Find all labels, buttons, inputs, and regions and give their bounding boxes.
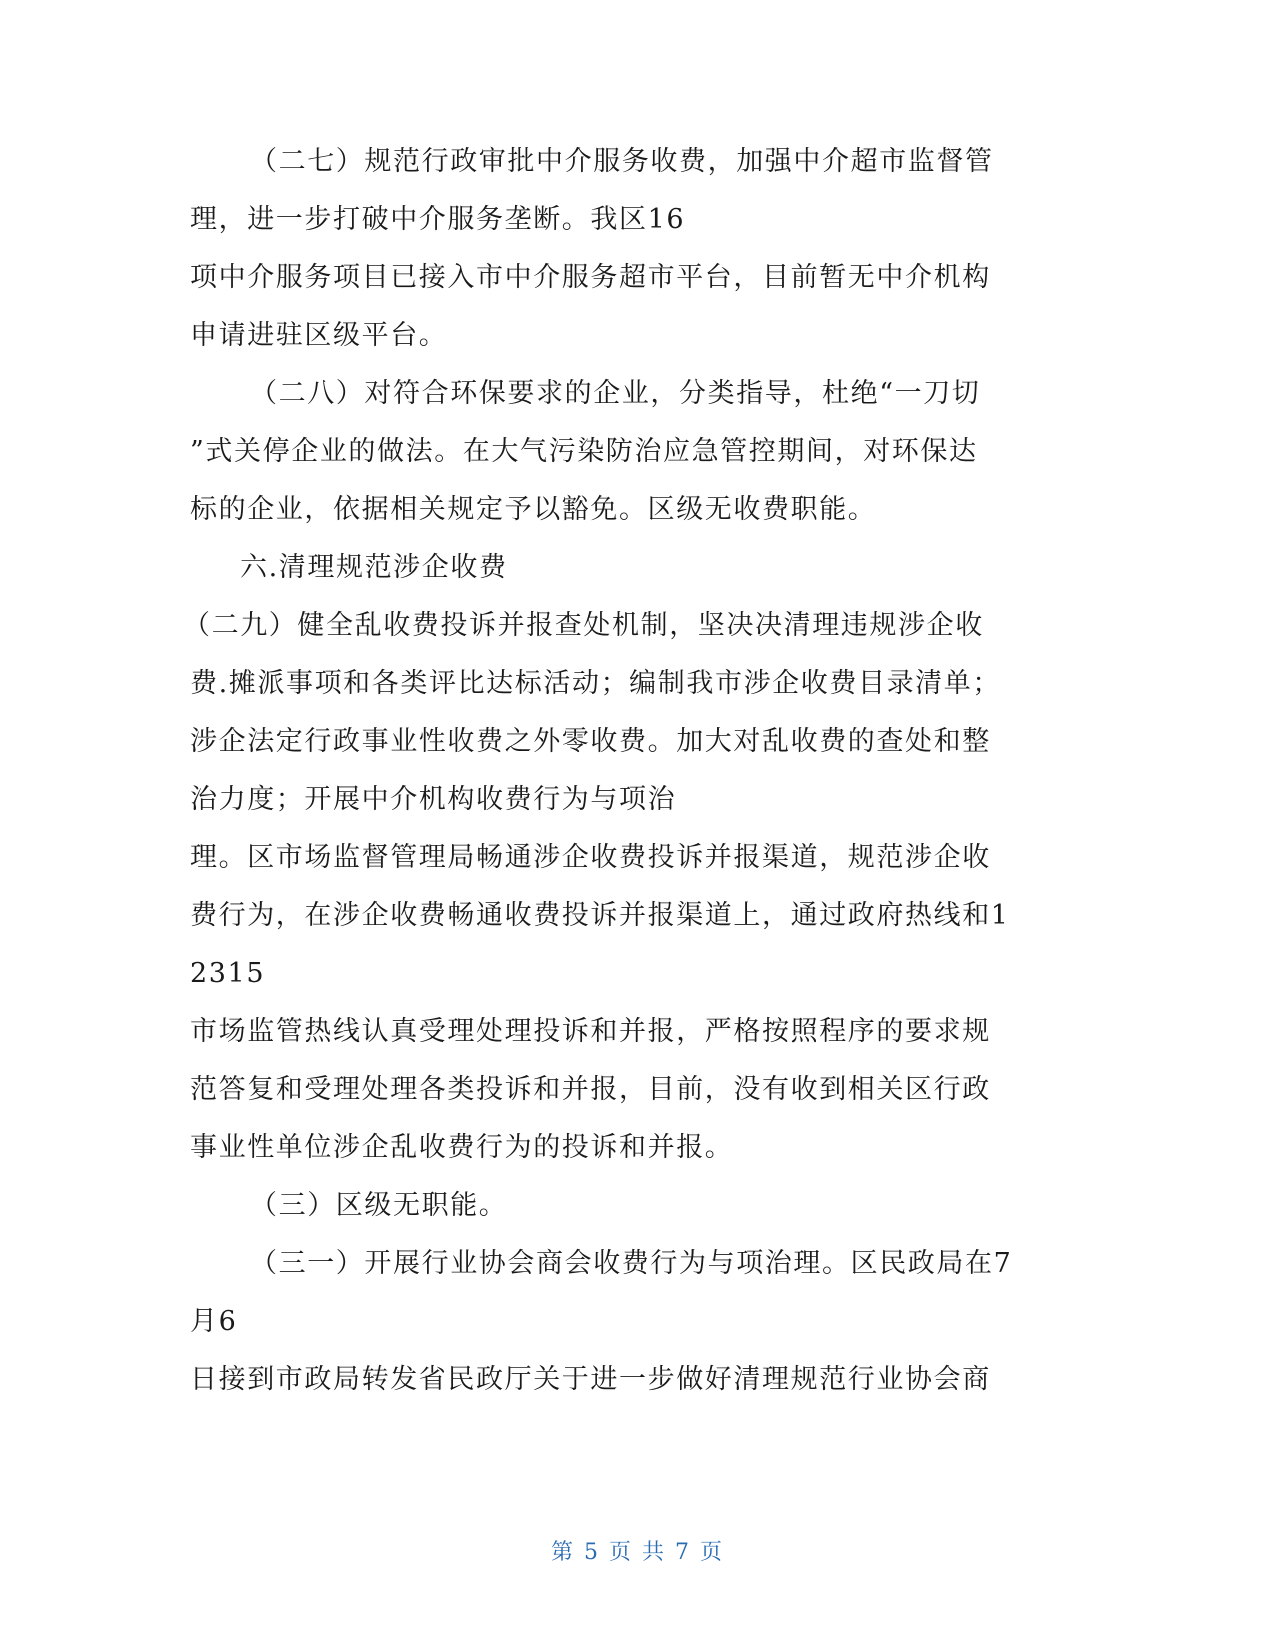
text-line: 涉企法定行政事业性收费之外零收费。加大对乱收费的查处和整 — [190, 726, 991, 757]
text-line: 项中介服务项目已接入市中介服务超市平台，目前暂无中介机构 — [190, 262, 991, 293]
text-line: 治力度；开展中介机构收费行为与项治 — [190, 784, 677, 815]
text-line: （三）区级无职能。 — [250, 1190, 508, 1221]
page-current-number: 5 — [584, 1540, 600, 1565]
section-heading: 六.清理规范涉企收费 — [240, 552, 508, 583]
text-line: 范答复和受理处理各类投诉和并报，目前，没有收到相关区行政 — [190, 1074, 991, 1105]
text-line: 2315 — [190, 958, 266, 989]
text-line: （二七）规范行政审批中介服务收费，加强中介超市监督管 — [250, 146, 994, 177]
page-label-mid: 页 共 — [609, 1540, 666, 1565]
text-line: 申请进驻区级平台。 — [190, 320, 448, 351]
text-line: （二九）健全乱收费投诉并报查处机制，坚决决清理违规涉企收 — [183, 610, 984, 641]
page-total-number: 7 — [675, 1540, 691, 1565]
page-footer — [0, 1538, 1275, 1568]
text-line: 标的企业，依据相关规定予以豁免。区级无收费职能。 — [190, 494, 877, 525]
text-line: 市场监管热线认真受理处理投诉和并报，严格按照程序的要求规 — [190, 1016, 991, 1047]
text-line: （三一）开展行业协会商会收费行为与项治理。区民政局在7 — [250, 1248, 1013, 1279]
text-line: （二八）对符合环保要求的企业，分类指导，杜绝“一刀切 — [250, 378, 981, 409]
text-line: 费行为，在涉企收费畅通收费投诉并报渠道上，通过政府热线和1 — [190, 900, 1010, 931]
text-line: 日接到市政局转发省民政厅关于进一步做好清理规范行业协会商 — [190, 1364, 991, 1395]
text-line: 理，进一步打破中介服务垄断。我区16 — [190, 204, 686, 235]
text-line: 事业性单位涉企乱收费行为的投诉和并报。 — [190, 1132, 734, 1163]
page-label-prefix: 第 — [550, 1540, 575, 1565]
text-line: 月6 — [190, 1306, 238, 1337]
text-line: ”式关停企业的做法。在大气污染防治应急管控期间，对环保达 — [190, 436, 978, 467]
text-line: 理。区市场监督管理局畅通涉企收费投诉并报渠道，规范涉企收 — [190, 842, 991, 873]
page-label-suffix: 页 — [700, 1540, 725, 1565]
text-line: 费.摊派事项和各类评比达标活动；编制我市涉企收费目录清单； — [190, 668, 1001, 699]
